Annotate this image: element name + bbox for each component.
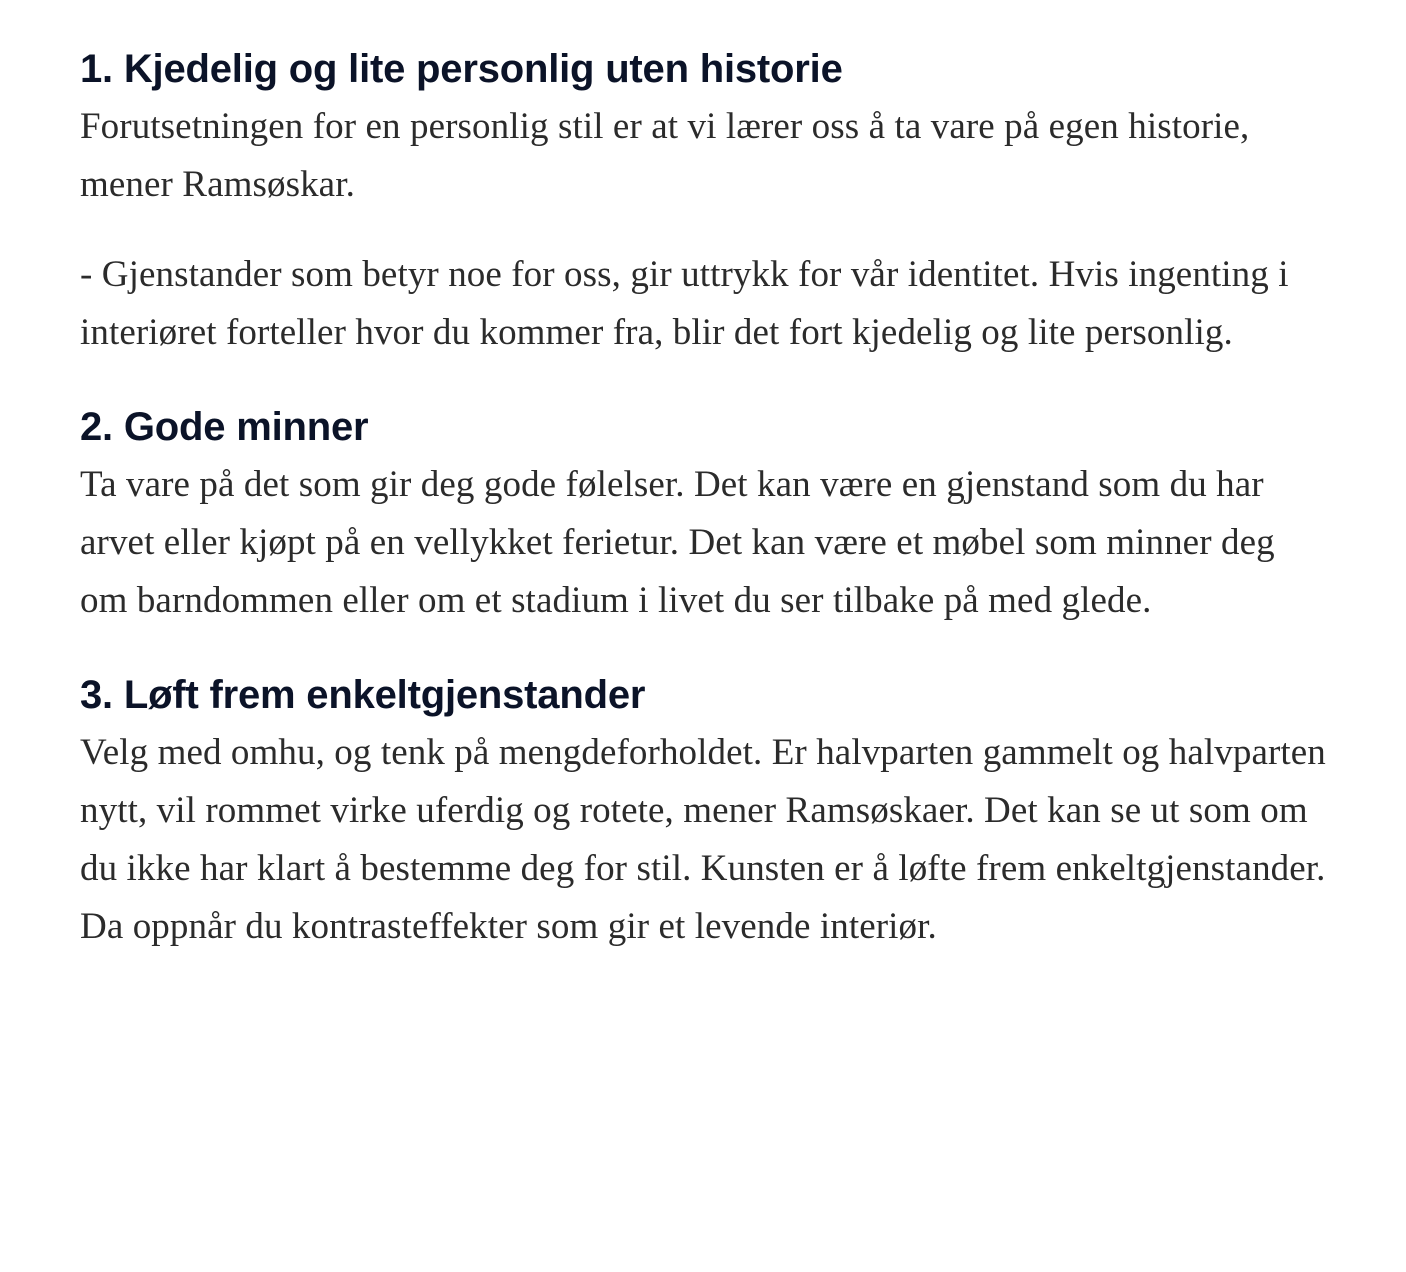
section-1 [80,44,1330,362]
section-3 [80,670,1330,956]
paragraph: Ta vare på det som gir deg gode følelser. Det kan være en gjenstand som du har arvet eller kjøpt på en vellykket ferietur. Det kan være et møbel som minner deg om barndommen eller om et stadium i livet du ser tilbake på med glede. [80,464,1275,621]
section-heading: 1. Kjedelig og lite personlig uten historie [80,47,843,91]
section-heading: 3. Løft frem enkeltgjenstander [80,673,646,717]
paragraph: Velg med omhu, og tenk på mengdeforholdet. Er halvparten gammelt og halvparten nytt, vil rommet virke uferdig og rotete, mener Ramsøskaer. Det kan se ut som om du ikke har klart å bestemme deg for stil. Kunsten er å løfte frem enkeltgjenstander. Da oppnår du kontrasteffekter som gir et levende interiør. [80,732,1326,947]
article-body [80,44,1330,956]
section-heading: 2. Gode minner [80,405,369,449]
section-2 [80,402,1330,630]
paragraph: Forutsetningen for en personlig stil er at vi lærer oss å ta vare på egen historie, mener Ramsøskar. [80,106,1250,205]
paragraph: - Gjenstander som betyr noe for oss, gir uttrykk for vår identitet. Hvis ingenting i interiøret forteller hvor du kommer fra, blir det fort kjedelig og lite personlig. [80,254,1289,353]
